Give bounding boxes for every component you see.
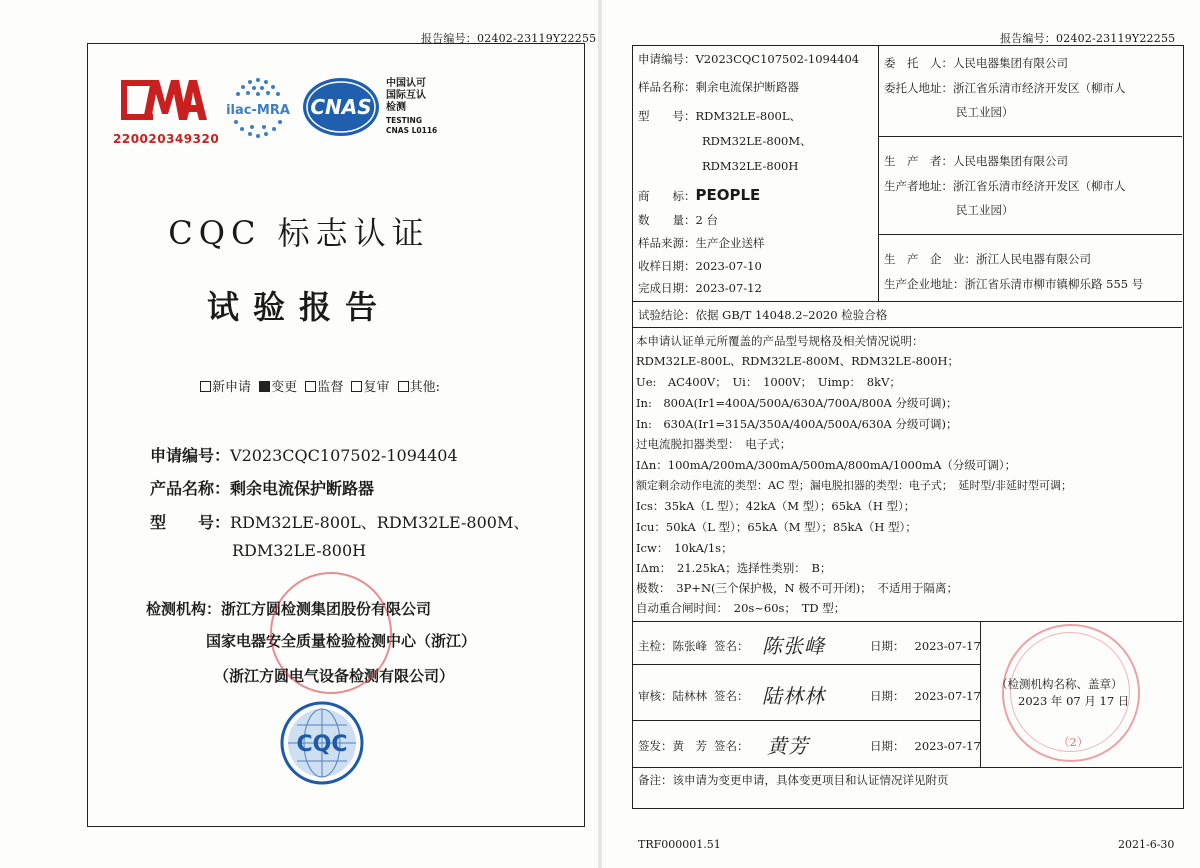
right-page <box>602 0 1200 868</box>
spec-line: IΔm： 21.25kA；选择性类别： B； <box>636 561 832 575</box>
spec-line: In: 800A(Ir1=400A/500A/630A/700A/800A 分级可调)； <box>636 396 958 410</box>
spec-line: Icu：50kA（L 型）；65kA（M 型）；85kA（H 型）； <box>636 520 917 534</box>
client-address-row: 委托人地址：浙江省乐清市经济开发区（柳市人 <box>884 81 1126 95</box>
remark: 备注：该申请为变更申请，具体变更项目和认证情况详见附页 <box>638 773 949 787</box>
client-row: 委 托 人：人民电器集团有限公司 <box>884 56 1068 70</box>
type-option-supervision[interactable]: 监督 <box>305 380 345 395</box>
product-name-field: 产品名称：剩余电流保护断路器 <box>150 479 375 498</box>
maker-row: 生 产 者：人民电器集团有限公司 <box>884 154 1068 168</box>
title-line-2: 试验报告 <box>206 288 391 326</box>
type-option-change[interactable]: 变更 <box>259 380 299 395</box>
seal-number: （2） <box>1058 735 1089 749</box>
cqc-logo <box>279 700 365 786</box>
divider <box>878 234 1182 235</box>
ilac-text: ilac-MRA <box>226 103 290 118</box>
report-number: 报告编号：02402-23119Y22255 <box>421 32 597 45</box>
info-row-trademark: 商 标：PEOPLE <box>638 186 761 204</box>
info-row: RDM32LE-800H <box>702 159 799 173</box>
title-line-1: CQC 标志认证 <box>168 214 430 252</box>
signature-issuer: 黄芳 <box>767 734 809 758</box>
spec-line: RDM32LE-800L、RDM32LE-800M、RDM32LE-800H； <box>636 354 960 368</box>
spec-line: 额定剩余动作电流的类型：AC 型；漏电脱扣器的类型：电子式； 延时型/非延时型可调； <box>636 479 1073 492</box>
sign-label: 签名： <box>714 689 749 703</box>
testing-org-line-3: （浙江方圆电气设备检测有限公司） <box>214 667 455 685</box>
divider <box>632 327 1182 328</box>
spec-line: 本申请认证单元所覆盖的产品型号规格及相关情况说明： <box>636 334 924 348</box>
cnas-code: TESTING CNAS L0116 <box>386 116 438 135</box>
divider <box>632 301 1182 302</box>
spec-line: Icw： 10kA/1s； <box>636 541 733 555</box>
divider <box>878 136 1182 137</box>
ilac-logo <box>219 72 297 144</box>
client-address-line-2: 民工业园） <box>956 105 1014 119</box>
form-code: TRF000001.51 <box>638 838 721 851</box>
divider <box>632 664 980 665</box>
application-number-field: 申请编号：V2023CQC107502-1094404 <box>150 446 458 465</box>
spec-line: In: 630A(Ir1=315A/350A/400A/500A/630A 分级可调)； <box>636 417 958 431</box>
divider <box>632 720 980 721</box>
testing-org-line-2: 国家电器安全质量检验检测中心（浙江） <box>206 632 477 650</box>
spec-line: Ue: AC400V； Ui： 1000V； Uimp： 8kV； <box>636 375 901 389</box>
left-seal <box>270 572 392 694</box>
report-number: 报告编号：02402-23119Y22255 <box>1000 32 1176 45</box>
date-row: 日期： 2023-07-17 <box>870 639 981 653</box>
model-field-line-2: RDM32LE-800H <box>232 541 367 560</box>
date-row: 日期： 2023-07-17 <box>870 689 981 703</box>
chief-inspector-role: 主检：陈张峰 <box>638 639 707 653</box>
spec-line: 过电流脱扣器类型： 电子式； <box>636 437 792 451</box>
model-field: 型 号：RDM32LE-800L、RDM32LE-800M、 <box>150 513 530 532</box>
divider <box>632 767 1182 768</box>
type-option-other[interactable]: 其他: <box>398 380 442 395</box>
cma-number: 220020349320 <box>113 132 220 146</box>
cnas-logo <box>301 76 381 138</box>
spec-line: 极数： 3P+N(三个保护极，N 极不可开闭)； 不适用于隔离； <box>636 581 958 595</box>
cqc-logo-text: CQC <box>296 732 348 757</box>
factory-row: 生 产 企 业：浙江人民电器有限公司 <box>884 252 1091 266</box>
cnas-cn-text: 中国认可 国际互认 检测 <box>386 78 426 113</box>
info-row: 收样日期：2023-07-10 <box>638 259 762 273</box>
info-row: RDM32LE-800M、 <box>702 134 812 148</box>
spec-line: IΔn：100mA/200mA/300mA/500mA/800mA/1000mA（分级可调）； <box>636 458 1017 472</box>
cnas-logo-text: CNAS <box>310 95 372 119</box>
maker-address-line-2: 民工业园） <box>956 203 1014 217</box>
divider <box>632 621 1182 622</box>
signature-chief-inspector: 陈张峰 <box>762 634 825 658</box>
sign-label: 签名： <box>714 639 749 653</box>
type-option-review[interactable]: 复审 <box>351 380 391 395</box>
type-option-new[interactable]: 新申请 <box>200 380 253 395</box>
maker-address-row: 生产者地址：浙江省乐清市经济开发区（柳市人 <box>884 179 1126 193</box>
left-page <box>0 0 598 868</box>
cma-logo <box>113 72 209 132</box>
seal-date: 2023 年 07 月 17 日 <box>1018 694 1130 708</box>
info-column-divider <box>878 45 879 301</box>
info-row: 数 量：2 台 <box>638 213 718 227</box>
form-date: 2021-6-30 <box>1118 838 1175 851</box>
info-row: 型 号：RDM32LE-800L、 <box>638 109 802 123</box>
sign-label: 签名： <box>714 739 749 753</box>
info-row: 完成日期：2023-07-12 <box>638 281 762 295</box>
seal-note: （检测机构名称、盖章） <box>996 677 1123 691</box>
reviewer-role: 审核：陆林林 <box>638 689 707 703</box>
info-row: 样品来源：生产企业送样 <box>638 236 765 250</box>
testing-org-line-1: 检测机构：浙江方圆检测集团股份有限公司 <box>146 600 432 618</box>
issuer-role: 签发：黄 芳 <box>638 739 707 753</box>
info-row: 申请编号：V2023CQC107502-1094404 <box>638 52 860 66</box>
signature-reviewer: 陆林林 <box>762 684 825 708</box>
test-conclusion: 试验结论：依据 GB/T 14048.2–2020 检验合格 <box>638 308 888 322</box>
spec-line: 自动重合闸时间： 20s~60s； TD 型； <box>636 601 846 615</box>
application-type-options <box>200 376 444 395</box>
info-row: 样品名称：剩余电流保护断路器 <box>638 80 799 94</box>
factory-address-row: 生产企业地址：浙江省乐清市柳市镇柳乐路 555 号 <box>884 277 1144 291</box>
logo-row <box>113 72 443 152</box>
spec-line: Ics：35kA（L 型）；42kA（M 型）；65kA（H 型）； <box>636 499 916 513</box>
date-row: 日期： 2023-07-17 <box>870 739 981 753</box>
